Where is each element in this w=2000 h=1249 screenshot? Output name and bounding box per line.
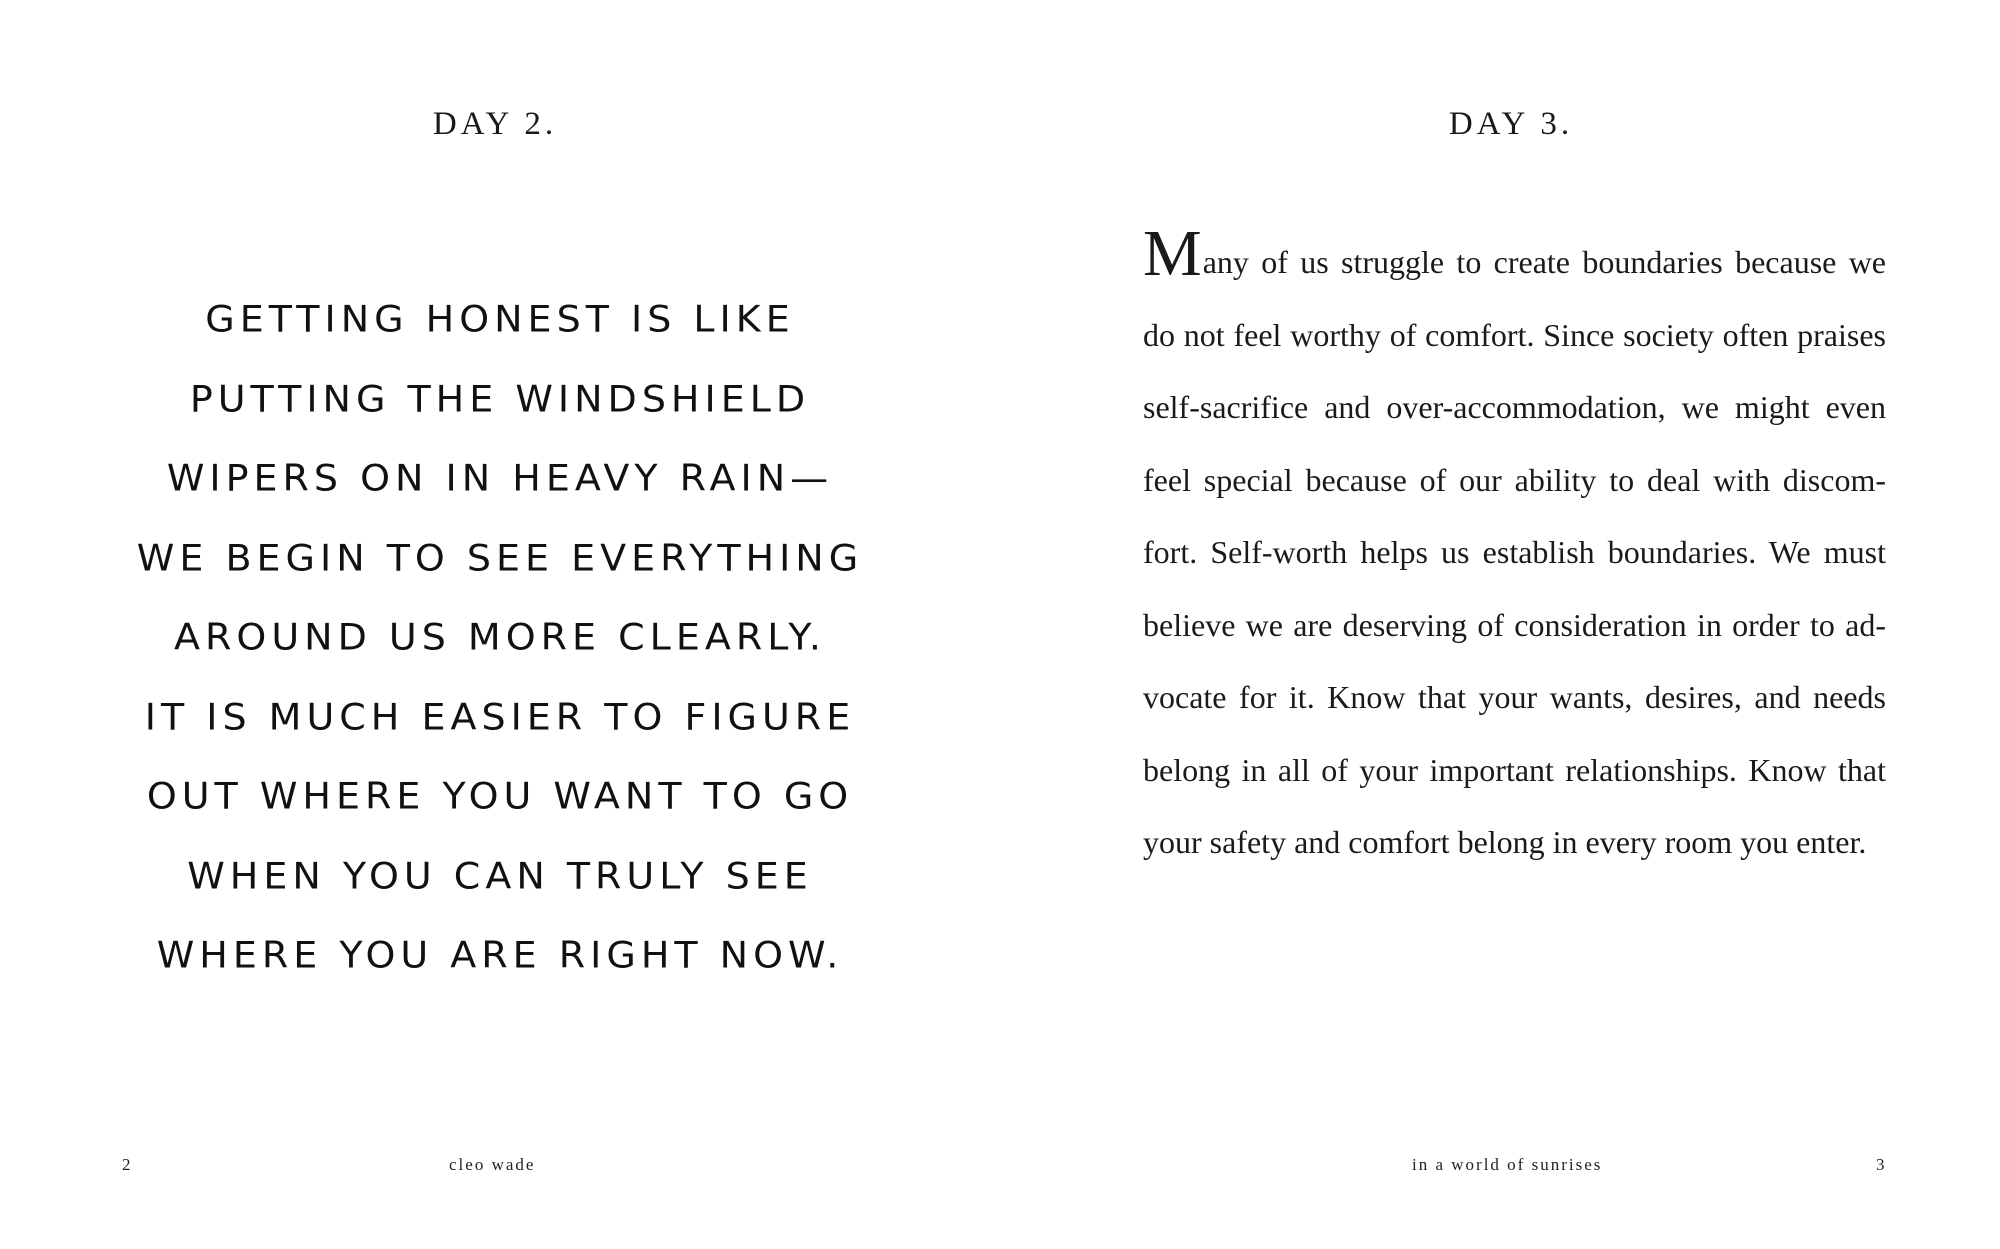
line-text: any of us struggle to create boundaries because we (1202, 244, 1886, 280)
page-number: 3 (1876, 1155, 1887, 1174)
handwritten-quote (120, 280, 880, 996)
quote-line: GETTING HONEST IS LIKE (205, 298, 795, 340)
day-heading: DAY 2. (432, 106, 558, 142)
paragraph-line: believe we are deserving of consideration in order to ad- (1143, 606, 1886, 643)
right-page (1000, 0, 2000, 1249)
paragraph-line: do not feel worthy of comfort. Since society often praises (1143, 316, 1886, 353)
quote-line: WHEN YOU CAN TRULY SEE (187, 854, 813, 897)
quote-line: OUT WHERE YOU WANT TO GO (146, 775, 854, 817)
paragraph-line: feel special because of our ability to deal with discom- (1143, 461, 1886, 498)
drop-cap: M (1143, 217, 1202, 290)
quote-line: WIPERS ON IN HEAVY RAIN— (166, 457, 834, 499)
running-head-author: cleo wade (449, 1155, 536, 1174)
page-number: 2 (122, 1155, 133, 1174)
paragraph-line: belong in all of your important relationships. Know that (1143, 751, 1886, 788)
quote-line: WHERE YOU ARE RIGHT NOW. (156, 934, 844, 976)
quote-line: AROUND US MORE CLEARLY. (174, 616, 826, 658)
body-paragraph (1143, 217, 1886, 879)
quote-line: WE BEGIN TO SEE EVERYTHING (136, 536, 864, 579)
paragraph-line: self-sacrifice and over-accommodation, we might even (1143, 389, 1886, 425)
paragraph-line (1143, 217, 1886, 299)
running-head-title: in a world of sunrises (1412, 1155, 1603, 1174)
paragraph-line: fort. Self-worth helps us establish boundaries. We must (1143, 534, 1886, 570)
quote-line: IT IS MUCH EASIER TO FIGURE (144, 695, 856, 738)
day-heading: DAY 3. (1448, 106, 1574, 142)
quote-line: PUTTING THE WINDSHIELD (189, 377, 811, 420)
paragraph-line: your safety and comfort belong in every room you enter. (1143, 824, 1867, 860)
paragraph-line: vocate for it. Know that your wants, desires, and needs (1143, 679, 1886, 715)
